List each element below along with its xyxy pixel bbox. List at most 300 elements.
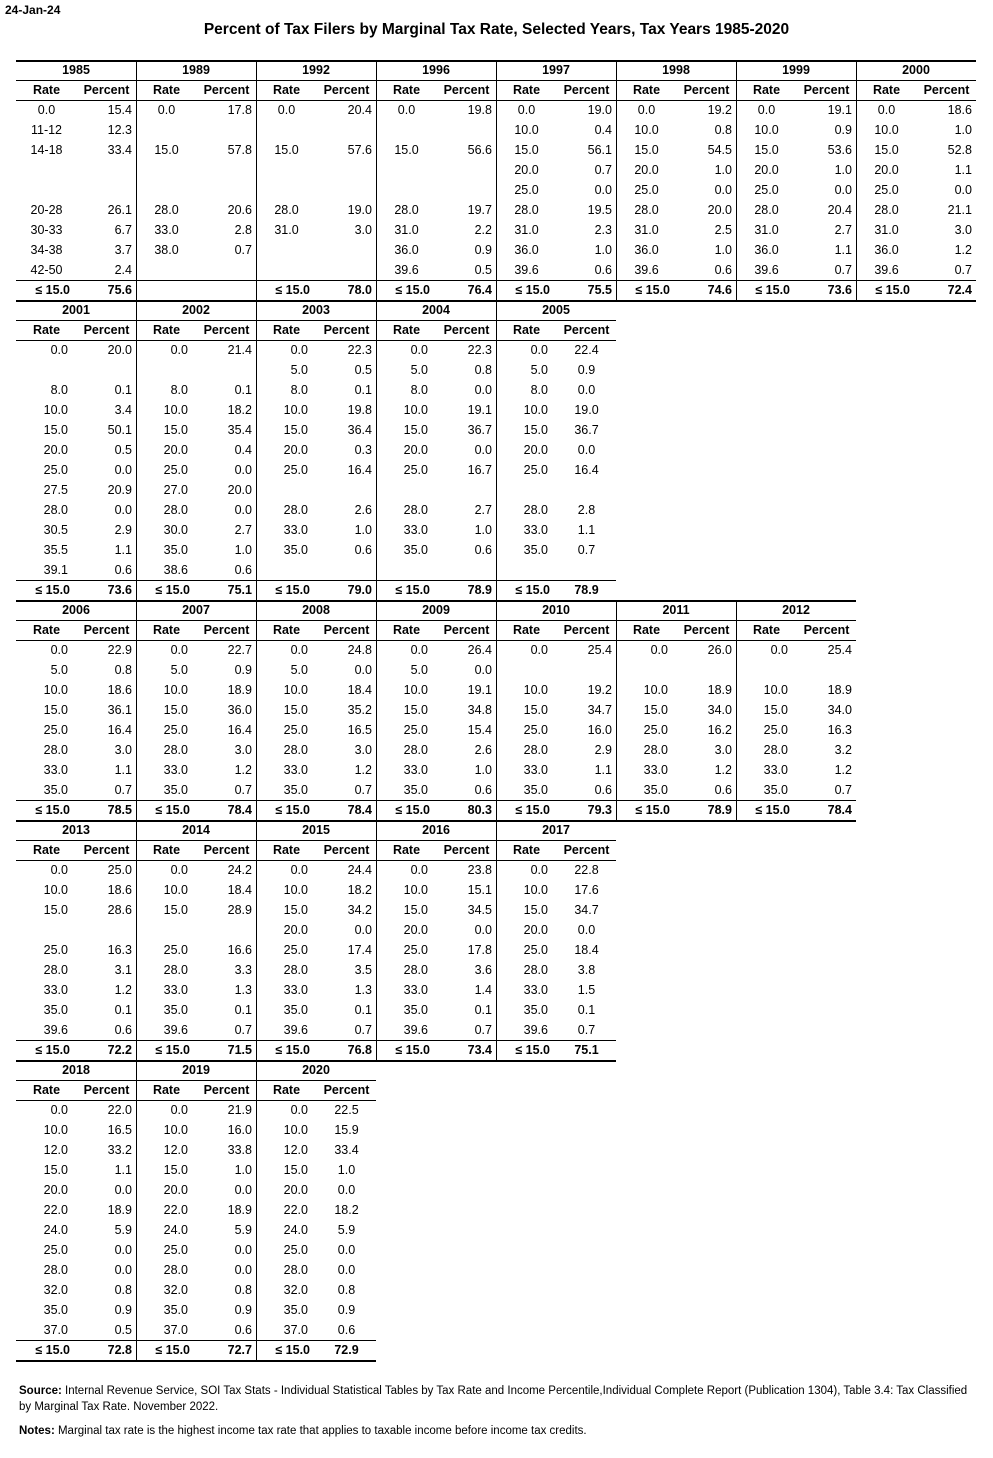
percent-cell: 34.2 xyxy=(347,903,372,917)
rate-cell: 10.0 xyxy=(634,123,659,137)
rate-cell: 10.0 xyxy=(763,683,788,697)
rate-cell: 25.0 xyxy=(163,943,188,957)
year-header: 2018 xyxy=(62,1063,90,1077)
total-rate-cell: ≤ 15.0 xyxy=(395,283,430,297)
rate-cell: 10.0 xyxy=(523,883,548,897)
total-rate-cell: ≤ 15.0 xyxy=(395,583,430,597)
total-percent-cell: 75.6 xyxy=(107,283,132,297)
percent-cell: 18.4 xyxy=(347,683,372,697)
percent-cell: 19.1 xyxy=(467,683,492,697)
percent-cell: 1.0 xyxy=(714,163,732,177)
notes xyxy=(19,1423,979,1439)
percent-cell: 0.0 xyxy=(114,503,132,517)
rate-cell: 32.0 xyxy=(283,1283,308,1297)
percent-cell: 33.8 xyxy=(227,1143,252,1157)
rate-cell: 10.0 xyxy=(403,683,428,697)
footer xyxy=(19,1383,979,1439)
rate-column-header: Rate xyxy=(512,83,541,97)
percent-cell: 0.1 xyxy=(577,1003,596,1017)
percent-cell: 0.1 xyxy=(114,383,132,397)
rate-cell: 33.0 xyxy=(523,523,548,537)
rate-cell: 10.0 xyxy=(874,123,899,137)
rate-cell: 30.5 xyxy=(43,523,68,537)
percent-cell: 33.4 xyxy=(334,1143,359,1157)
percent-cell: 0.0 xyxy=(337,1243,356,1257)
total-percent-cell: 71.5 xyxy=(227,1043,252,1057)
percent-cell: 0.1 xyxy=(354,383,372,397)
total-rate-cell: ≤ 15.0 xyxy=(35,1343,70,1357)
percent-cell: 16.5 xyxy=(107,1123,132,1137)
percent-cell: 1.0 xyxy=(714,243,732,257)
total-rate-cell: ≤ 15.0 xyxy=(395,1043,430,1057)
percent-cell: 3.8 xyxy=(577,963,596,977)
percent-cell: 1.1 xyxy=(577,523,596,537)
rate-cell: 15.0 xyxy=(874,143,899,157)
rate-cell: 10.0 xyxy=(163,883,188,897)
rate-cell: 22.0 xyxy=(163,1203,188,1217)
rate-cell: 28.0 xyxy=(523,743,548,757)
year-header: 1985 xyxy=(62,63,90,77)
percent-cell: 0.7 xyxy=(594,163,612,177)
percent-column-header: Percent xyxy=(563,323,610,337)
rate-cell: 10.0 xyxy=(403,883,428,897)
rate-column-header: Rate xyxy=(512,323,541,337)
total-percent-cell: 78.9 xyxy=(707,803,732,817)
rate-cell: 33.0 xyxy=(643,763,668,777)
rate-cell: 5.0 xyxy=(290,363,308,377)
percent-cell: 2.4 xyxy=(114,263,132,277)
rate-cell: 35.0 xyxy=(283,1303,308,1317)
total-percent-cell: 80.3 xyxy=(467,803,492,817)
rate-column-header: Rate xyxy=(152,623,181,637)
rate-cell: 0.0 xyxy=(170,1103,188,1117)
percent-cell: 18.9 xyxy=(707,683,732,697)
rate-cell: 15.0 xyxy=(643,703,668,717)
percent-cell: 19.0 xyxy=(587,103,612,117)
rate-cell: 39.6 xyxy=(634,263,659,277)
percent-cell: 25.4 xyxy=(827,643,852,657)
rate-cell: 20.0 xyxy=(283,443,308,457)
rate-cell: 14-18 xyxy=(30,143,63,157)
rate-column-header: Rate xyxy=(32,1083,61,1097)
rate-cell: 0.0 xyxy=(530,643,548,657)
rate-cell: 25.0 xyxy=(283,1243,308,1257)
rate-cell: 11-12 xyxy=(30,123,63,137)
total-percent-cell: 73.6 xyxy=(827,283,852,297)
percent-cell: 1.2 xyxy=(354,763,372,777)
percent-cell: 0.0 xyxy=(577,923,596,937)
percent-cell: 0.0 xyxy=(234,1183,252,1197)
rate-cell: 35.0 xyxy=(43,783,68,797)
percent-cell: 0.6 xyxy=(474,543,492,557)
percent-cell: 0.6 xyxy=(114,1023,132,1037)
rate-cell: 5.0 xyxy=(50,663,68,677)
rate-cell: 15.0 xyxy=(43,423,68,437)
total-rate-cell: ≤ 15.0 xyxy=(155,1343,190,1357)
percent-cell: 16.3 xyxy=(827,723,852,737)
percent-cell: 2.9 xyxy=(114,523,132,537)
rate-cell: 0.0 xyxy=(290,343,308,357)
rate-cell: 0.0 xyxy=(50,863,68,877)
percent-cell: 20.4 xyxy=(347,103,372,117)
rate-cell: 33.0 xyxy=(403,763,428,777)
year-header: 2015 xyxy=(302,823,330,837)
rate-cell: 0.0 xyxy=(290,643,308,657)
percent-cell: 19.7 xyxy=(467,203,492,217)
percent-cell: 36.1 xyxy=(107,703,132,717)
percent-cell: 18.6 xyxy=(947,103,972,117)
year-header: 2016 xyxy=(422,823,450,837)
rate-cell: 20.0 xyxy=(523,923,548,937)
percent-cell: 3.5 xyxy=(354,963,372,977)
total-percent-cell: 78.4 xyxy=(827,803,852,817)
percent-column-header: Percent xyxy=(323,1083,370,1097)
percent-cell: 35.4 xyxy=(227,423,252,437)
percent-cell: 0.9 xyxy=(337,1303,356,1317)
year-header: 1992 xyxy=(302,63,330,77)
percent-cell: 18.2 xyxy=(227,403,252,417)
rate-cell: 31.0 xyxy=(874,223,899,237)
percent-cell: 34.0 xyxy=(827,703,852,717)
percent-cell: 19.2 xyxy=(587,683,612,697)
rate-cell: 0.0 xyxy=(170,863,188,877)
rate-cell: 28.0 xyxy=(163,503,188,517)
rate-cell: 22.0 xyxy=(43,1203,68,1217)
rate-cell: 25.0 xyxy=(523,723,548,737)
percent-cell: 0.3 xyxy=(354,443,372,457)
total-percent-cell: 75.1 xyxy=(574,1043,599,1057)
total-rate-cell: ≤ 15.0 xyxy=(275,283,310,297)
rate-cell: 25.0 xyxy=(643,723,668,737)
rate-cell: 25.0 xyxy=(403,463,428,477)
percent-cell: 0.8 xyxy=(234,1283,252,1297)
total-percent-cell: 78.0 xyxy=(347,283,372,297)
percent-column-header: Percent xyxy=(803,83,850,97)
percent-column-header: Percent xyxy=(683,83,730,97)
total-rate-cell: ≤ 15.0 xyxy=(635,283,670,297)
percent-cell: 0.4 xyxy=(594,123,612,137)
percent-cell: 24.4 xyxy=(347,863,372,877)
rate-cell: 33.0 xyxy=(154,223,179,237)
year-header: 2008 xyxy=(302,603,330,617)
total-rate-cell: ≤ 15.0 xyxy=(515,1043,550,1057)
year-header: 2004 xyxy=(422,303,450,317)
percent-column-header: Percent xyxy=(203,623,250,637)
year-header: 2020 xyxy=(302,1063,330,1077)
percent-cell: 2.6 xyxy=(474,743,492,757)
rate-cell: 0.0 xyxy=(277,103,296,117)
rate-cell: 0.0 xyxy=(410,343,428,357)
rate-column-header: Rate xyxy=(152,323,181,337)
rate-cell: 20.0 xyxy=(514,163,539,177)
percent-cell: 0.1 xyxy=(354,1003,372,1017)
rate-cell: 28.0 xyxy=(283,503,308,517)
rate-cell: 33.0 xyxy=(43,983,68,997)
rate-cell: 8.0 xyxy=(410,383,428,397)
percent-cell: 0.0 xyxy=(954,183,972,197)
percent-cell: 2.7 xyxy=(834,223,852,237)
rate-column-header: Rate xyxy=(32,623,61,637)
rate-cell: 28.0 xyxy=(274,203,299,217)
percent-cell: 22.4 xyxy=(574,343,599,357)
percent-cell: 1.0 xyxy=(337,1163,356,1177)
rate-cell: 20.0 xyxy=(403,923,428,937)
percent-cell: 16.0 xyxy=(227,1123,252,1137)
rate-cell: 0.0 xyxy=(877,103,896,117)
rate-cell: 28.0 xyxy=(283,963,308,977)
rate-cell: 15.0 xyxy=(163,1163,188,1177)
rate-cell: 15.0 xyxy=(283,423,308,437)
total-rate-cell: ≤ 15.0 xyxy=(395,803,430,817)
rate-cell: 25.0 xyxy=(43,463,68,477)
percent-cell: 34.8 xyxy=(467,703,492,717)
rate-cell: 0.0 xyxy=(410,643,428,657)
rate-cell: 20.0 xyxy=(43,443,68,457)
rate-cell: 15.0 xyxy=(43,1163,68,1177)
total-rate-cell: ≤ 15.0 xyxy=(35,1043,70,1057)
percent-cell: 1.5 xyxy=(577,983,596,997)
percent-cell: 0.7 xyxy=(834,783,852,797)
rate-column-header: Rate xyxy=(512,843,541,857)
rate-cell: 28.0 xyxy=(163,1263,188,1277)
percent-cell: 2.8 xyxy=(577,503,596,517)
percent-cell: 0.0 xyxy=(474,383,492,397)
rate-column-header: Rate xyxy=(272,323,301,337)
percent-cell: 1.1 xyxy=(114,1163,132,1177)
rate-cell: 10.0 xyxy=(754,123,779,137)
rate-cell: 10.0 xyxy=(163,403,188,417)
rate-cell: 25.0 xyxy=(523,943,548,957)
percent-cell: 3.0 xyxy=(114,743,132,757)
percent-cell: 2.2 xyxy=(474,223,492,237)
rate-cell: 8.0 xyxy=(530,383,548,397)
rate-cell: 0.0 xyxy=(50,1103,68,1117)
percent-cell: 0.6 xyxy=(234,1323,252,1337)
percent-cell: 0.4 xyxy=(234,443,252,457)
year-header: 2009 xyxy=(422,603,450,617)
rate-cell: 15.0 xyxy=(43,703,68,717)
rate-cell: 33.0 xyxy=(283,523,308,537)
percent-cell: 1.2 xyxy=(954,243,972,257)
rate-column-header: Rate xyxy=(632,623,661,637)
rate-column-header: Rate xyxy=(392,83,421,97)
percent-cell: 3.6 xyxy=(474,963,492,977)
rate-cell: 15.0 xyxy=(514,143,539,157)
rate-column-header: Rate xyxy=(872,83,901,97)
percent-cell: 0.9 xyxy=(474,243,492,257)
percent-column-header: Percent xyxy=(203,323,250,337)
total-percent-cell: 78.9 xyxy=(574,583,599,597)
percent-cell: 15.4 xyxy=(467,723,492,737)
rate-cell: 31.0 xyxy=(754,223,779,237)
rate-cell: 33.0 xyxy=(403,523,428,537)
percent-cell: 15.9 xyxy=(334,1123,359,1137)
percent-cell: 1.1 xyxy=(594,763,612,777)
year-header: 2013 xyxy=(62,823,90,837)
source-text: Internal Revenue Service, SOI Tax Stats - Individual Statistical Tables by Tax Rate and Income Percentile,Individual Complete Report (Publication 1304), Table 3.4: Tax Classified by Marginal Tax Rate. November 2022. xyxy=(19,1385,968,1413)
rate-cell: 15.0 xyxy=(754,143,779,157)
rate-cell: 30-33 xyxy=(30,223,63,237)
rate-cell: 15.0 xyxy=(403,703,428,717)
percent-cell: 3.0 xyxy=(954,223,972,237)
percent-cell: 22.3 xyxy=(347,343,372,357)
rate-cell: 28.0 xyxy=(634,203,659,217)
rate-cell: 33.0 xyxy=(163,763,188,777)
percent-cell: 17.8 xyxy=(227,103,252,117)
rate-cell: 35.0 xyxy=(283,783,308,797)
percent-cell: 5.9 xyxy=(234,1223,252,1237)
total-percent-cell: 76.4 xyxy=(467,283,492,297)
percent-column-header: Percent xyxy=(443,83,490,97)
total-rate-cell: ≤ 15.0 xyxy=(155,803,190,817)
percent-cell: 0.1 xyxy=(114,1003,132,1017)
rate-cell: 0.0 xyxy=(50,643,68,657)
percent-cell: 0.8 xyxy=(474,363,492,377)
rate-cell: 5.0 xyxy=(410,363,428,377)
rate-cell: 25.0 xyxy=(163,463,188,477)
percent-cell: 1.0 xyxy=(594,243,612,257)
year-header: 2019 xyxy=(182,1063,210,1077)
total-percent-cell: 79.0 xyxy=(347,583,372,597)
percent-cell: 1.2 xyxy=(114,983,132,997)
percent-cell: 53.6 xyxy=(827,143,852,157)
rate-cell: 0.0 xyxy=(397,103,416,117)
rate-cell: 35.0 xyxy=(163,1303,188,1317)
rule-line xyxy=(16,1360,376,1362)
percent-cell: 0.5 xyxy=(354,363,372,377)
rate-column-header: Rate xyxy=(152,1083,181,1097)
percent-cell: 0.9 xyxy=(114,1303,132,1317)
percent-cell: 26.0 xyxy=(707,643,732,657)
rate-cell: 0.0 xyxy=(170,343,188,357)
percent-cell: 57.8 xyxy=(227,143,252,157)
percent-cell: 2.9 xyxy=(594,743,612,757)
rate-cell: 10.0 xyxy=(643,683,668,697)
rate-column-header: Rate xyxy=(152,83,181,97)
percent-cell: 22.9 xyxy=(107,643,132,657)
year-header: 2014 xyxy=(182,823,210,837)
rate-cell: 34-38 xyxy=(30,243,63,257)
rate-cell: 10.0 xyxy=(163,683,188,697)
percent-cell: 1.0 xyxy=(234,543,252,557)
rate-cell: 10.0 xyxy=(283,883,308,897)
rate-cell: 39.6 xyxy=(523,1023,548,1037)
rate-cell: 39.6 xyxy=(283,1023,308,1037)
rate-column-header: Rate xyxy=(272,83,301,97)
rate-cell: 39.6 xyxy=(754,263,779,277)
rate-cell: 15.0 xyxy=(154,143,179,157)
percent-cell: 19.8 xyxy=(467,103,492,117)
percent-cell: 0.0 xyxy=(234,463,252,477)
rate-cell: 8.0 xyxy=(290,383,308,397)
rate-cell: 28.0 xyxy=(43,743,68,757)
percent-cell: 26.4 xyxy=(467,643,492,657)
percent-column-header: Percent xyxy=(923,83,970,97)
percent-cell: 0.0 xyxy=(474,923,492,937)
rate-cell: 32.0 xyxy=(163,1283,188,1297)
rate-column-header: Rate xyxy=(632,83,661,97)
percent-column-header: Percent xyxy=(443,623,490,637)
percent-cell: 16.6 xyxy=(227,943,252,957)
percent-cell: 3.0 xyxy=(354,223,372,237)
percent-column-header: Percent xyxy=(203,1083,250,1097)
percent-cell: 16.5 xyxy=(347,723,372,737)
rate-cell: 37.0 xyxy=(43,1323,68,1337)
percent-cell: 0.9 xyxy=(234,1303,252,1317)
percent-cell: 28.6 xyxy=(107,903,132,917)
rate-column-header: Rate xyxy=(32,83,61,97)
percent-cell: 19.2 xyxy=(707,103,732,117)
percent-cell: 0.8 xyxy=(114,663,132,677)
rate-cell: 28.0 xyxy=(523,963,548,977)
rate-cell: 20.0 xyxy=(634,163,659,177)
rate-cell: 31.0 xyxy=(394,223,419,237)
rate-cell: 20.0 xyxy=(754,163,779,177)
rate-cell: 39.6 xyxy=(163,1023,188,1037)
percent-cell: 20.0 xyxy=(227,483,252,497)
rate-cell: 15.0 xyxy=(634,143,659,157)
rate-column-header: Rate xyxy=(392,623,421,637)
percent-cell: 1.2 xyxy=(714,763,732,777)
total-percent-cell: 72.9 xyxy=(334,1343,359,1357)
rate-cell: 15.0 xyxy=(283,903,308,917)
year-header: 2007 xyxy=(182,603,210,617)
total-percent-cell: 73.6 xyxy=(107,583,132,597)
percent-cell: 56.1 xyxy=(587,143,612,157)
rate-cell: 0.0 xyxy=(157,103,176,117)
rate-cell: 28.0 xyxy=(403,503,428,517)
rate-cell: 25.0 xyxy=(403,943,428,957)
source-note xyxy=(19,1383,979,1415)
percent-cell: 6.7 xyxy=(114,223,132,237)
rate-cell: 20.0 xyxy=(874,163,899,177)
percent-cell: 0.0 xyxy=(114,463,132,477)
percent-column-header: Percent xyxy=(83,323,130,337)
rate-cell: 25.0 xyxy=(874,183,899,197)
rate-cell: 0.0 xyxy=(170,643,188,657)
percent-cell: 2.7 xyxy=(234,523,252,537)
rate-cell: 36.0 xyxy=(514,243,539,257)
percent-cell: 18.9 xyxy=(227,1203,252,1217)
percent-cell: 16.0 xyxy=(587,723,612,737)
rate-cell: 15.0 xyxy=(163,423,188,437)
percent-cell: 3.2 xyxy=(834,743,852,757)
percent-cell: 0.7 xyxy=(577,543,596,557)
percent-column-header: Percent xyxy=(563,83,610,97)
rate-cell: 27.0 xyxy=(163,483,188,497)
percent-cell: 2.7 xyxy=(474,503,492,517)
rate-cell: 28.0 xyxy=(403,963,428,977)
rate-cell: 35.5 xyxy=(43,543,68,557)
percent-cell: 1.0 xyxy=(954,123,972,137)
rate-cell: 37.0 xyxy=(283,1323,308,1337)
percent-cell: 3.3 xyxy=(234,963,252,977)
percent-cell: 0.9 xyxy=(577,363,596,377)
percent-column-header: Percent xyxy=(203,843,250,857)
percent-cell: 34.0 xyxy=(707,703,732,717)
rate-cell: 10.0 xyxy=(283,683,308,697)
percent-cell: 1.1 xyxy=(834,243,852,257)
total-percent-cell: 72.7 xyxy=(227,1343,252,1357)
total-percent-cell: 78.9 xyxy=(467,583,492,597)
rate-cell: 0.0 xyxy=(410,863,428,877)
rate-column-header: Rate xyxy=(272,843,301,857)
rate-cell: 5.0 xyxy=(170,663,188,677)
percent-column-header: Percent xyxy=(323,83,370,97)
percent-cell: 36.0 xyxy=(227,703,252,717)
rate-cell: 20-28 xyxy=(30,203,63,217)
rate-cell: 36.0 xyxy=(754,243,779,257)
